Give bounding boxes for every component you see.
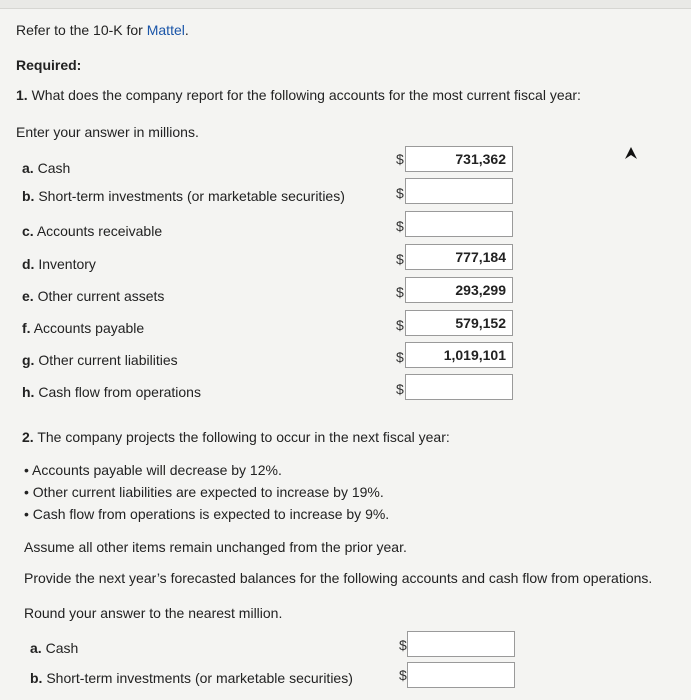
dollar-sign: $ (396, 317, 404, 333)
q2-item-b-label: b. Short-term investments (or marketable securities) (30, 670, 353, 686)
q2-bullet: • Cash flow from operations is expected to increase by 9%. (24, 506, 390, 522)
dollar-sign: $ (396, 151, 404, 167)
q1-other-current-liabilities-input[interactable]: 1,019,101 (405, 342, 513, 368)
q1-item-g-label: g. Other current liabilities (22, 352, 178, 368)
company-link[interactable]: Mattel (146, 22, 185, 38)
q2-cash-input[interactable] (407, 631, 515, 657)
top-divider (0, 0, 691, 9)
q2-short-term-investments-input[interactable] (407, 662, 515, 688)
q2-item-a-label: a. Cash (30, 640, 79, 656)
q2-assume-text: Assume all other items remain unchanged from the prior year. (24, 539, 407, 555)
left-edge-bracket-icon (0, 314, 10, 356)
q1-item-h-label: h. Cash flow from operations (22, 384, 201, 400)
intro-text: Refer to the 10-K for Mattel. (16, 22, 189, 38)
q1-item-b-label: b. Short-term investments (or marketable securities) (22, 188, 345, 204)
dollar-sign: $ (399, 667, 407, 683)
dollar-sign: $ (396, 284, 404, 300)
dollar-sign: $ (399, 637, 407, 653)
q1-accounts-receivable-input[interactable] (405, 211, 513, 237)
required-heading: Required: (16, 57, 82, 73)
q1-item-f-label: f. Accounts payable (22, 320, 145, 336)
q1-accounts-payable-input[interactable]: 579,152 (405, 310, 513, 336)
q1-item-d-label: d. Inventory (22, 256, 96, 272)
dollar-sign: $ (396, 185, 404, 201)
q1-cash-input[interactable]: 731,362 (405, 146, 513, 172)
q1-short-term-investments-input[interactable] (405, 178, 513, 204)
q2-prompt: 2. The company projects the following to occur in the next fiscal year: (22, 429, 450, 445)
q1-other-current-assets-input[interactable]: 293,299 (405, 277, 513, 303)
mouse-cursor-icon (624, 146, 638, 160)
dollar-sign: $ (396, 251, 404, 267)
q2-provide-text: Provide the next year’s forecasted balances for the following accounts and cash flow from operations. (24, 570, 653, 586)
q2-bullet: • Accounts payable will decrease by 12%. (24, 462, 282, 478)
q2-bullet: • Other current liabilities are expected to increase by 19%. (24, 484, 384, 500)
dollar-sign: $ (396, 218, 404, 234)
q1-item-a-label: a. Cash (22, 160, 71, 176)
q1-prompt: 1. What does the company report for the following accounts for the most current fiscal year: (16, 87, 581, 103)
q2-round-text: Round your answer to the nearest million. (24, 605, 283, 621)
q1-item-c-label: c. Accounts receivable (22, 223, 163, 239)
dollar-sign: $ (396, 381, 404, 397)
q1-cash-flow-operations-input[interactable] (405, 374, 513, 400)
dollar-sign: $ (396, 349, 404, 365)
q1-instruction: Enter your answer in millions. (16, 124, 199, 140)
q1-inventory-input[interactable]: 777,184 (405, 244, 513, 270)
q1-item-e-label: e. Other current assets (22, 288, 165, 304)
